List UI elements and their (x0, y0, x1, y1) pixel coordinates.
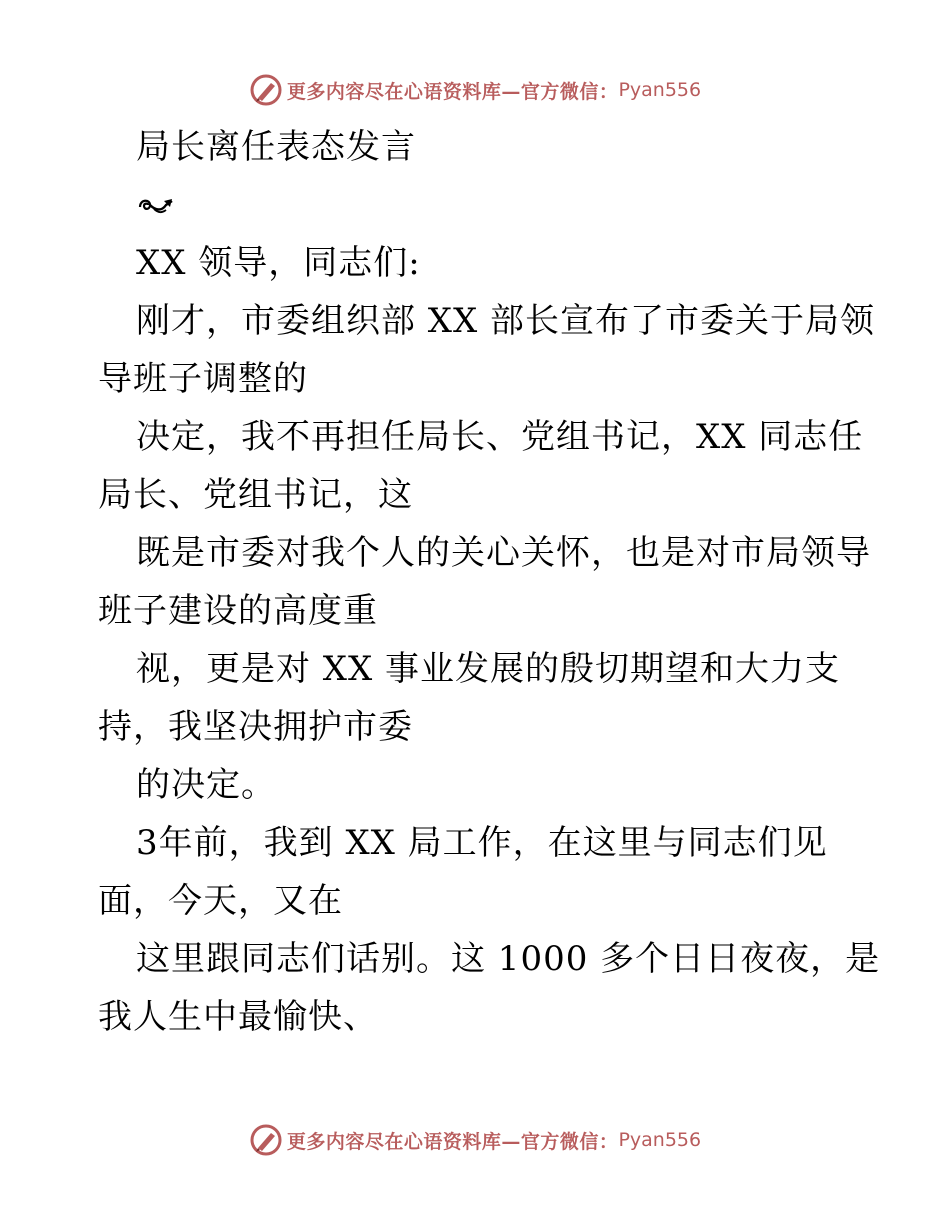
footer-wechat-id: Pyan556 (618, 1129, 702, 1151)
document-body (98, 118, 881, 1046)
text-line: 视，更是对 XX 事业发展的殷切期望和大力支 (136, 649, 841, 689)
header-banner (0, 70, 950, 110)
text-line: 3年前，我到 XX 局工作，在这里与同志们见 (136, 823, 828, 863)
text-line: 的决定。 (136, 765, 276, 805)
swirl-ornament-icon (136, 193, 176, 217)
header-wechat-id: Pyan556 (618, 79, 702, 101)
footer-text-wechat: —官方微信： (501, 1130, 619, 1153)
ornament-divider (98, 176, 858, 234)
greeting: XX 领导，同志们: (136, 243, 421, 283)
text-line: 面，今天，又在 (98, 881, 343, 921)
header-text-wechat: —官方微信： (501, 80, 619, 103)
text-line: 决定，我不再担任局长、党组书记，XX 同志任 (136, 417, 864, 457)
paragraph-lines (98, 292, 881, 1046)
text-line: 我人生中最愉快、 (98, 997, 378, 1037)
text-line: 这里跟同志们话别。这 1000 多个日日夜夜，是 (136, 939, 881, 979)
footer-text-main: 更多内容尽在心语资料库 (286, 1130, 502, 1153)
text-line: 班子建设的高度重 (98, 591, 378, 631)
header-text-main: 更多内容尽在心语资料库 (286, 80, 502, 103)
pen-logo-icon (249, 1123, 283, 1157)
text-line: 持，我坚决拥护市委 (98, 707, 413, 747)
text-line: 局长、党组书记，这 (98, 475, 413, 515)
document-title: 局长离任表态发言 (136, 127, 416, 167)
footer-banner (0, 1120, 950, 1160)
text-line: 既是市委对我个人的关心关怀，也是对市局领导 (136, 533, 871, 573)
text-line: 导班子调整的 (98, 359, 308, 399)
text-line: 刚才，市委组织部 XX 部长宣布了市委关于局领 (136, 301, 876, 341)
pen-logo-icon (249, 73, 283, 107)
